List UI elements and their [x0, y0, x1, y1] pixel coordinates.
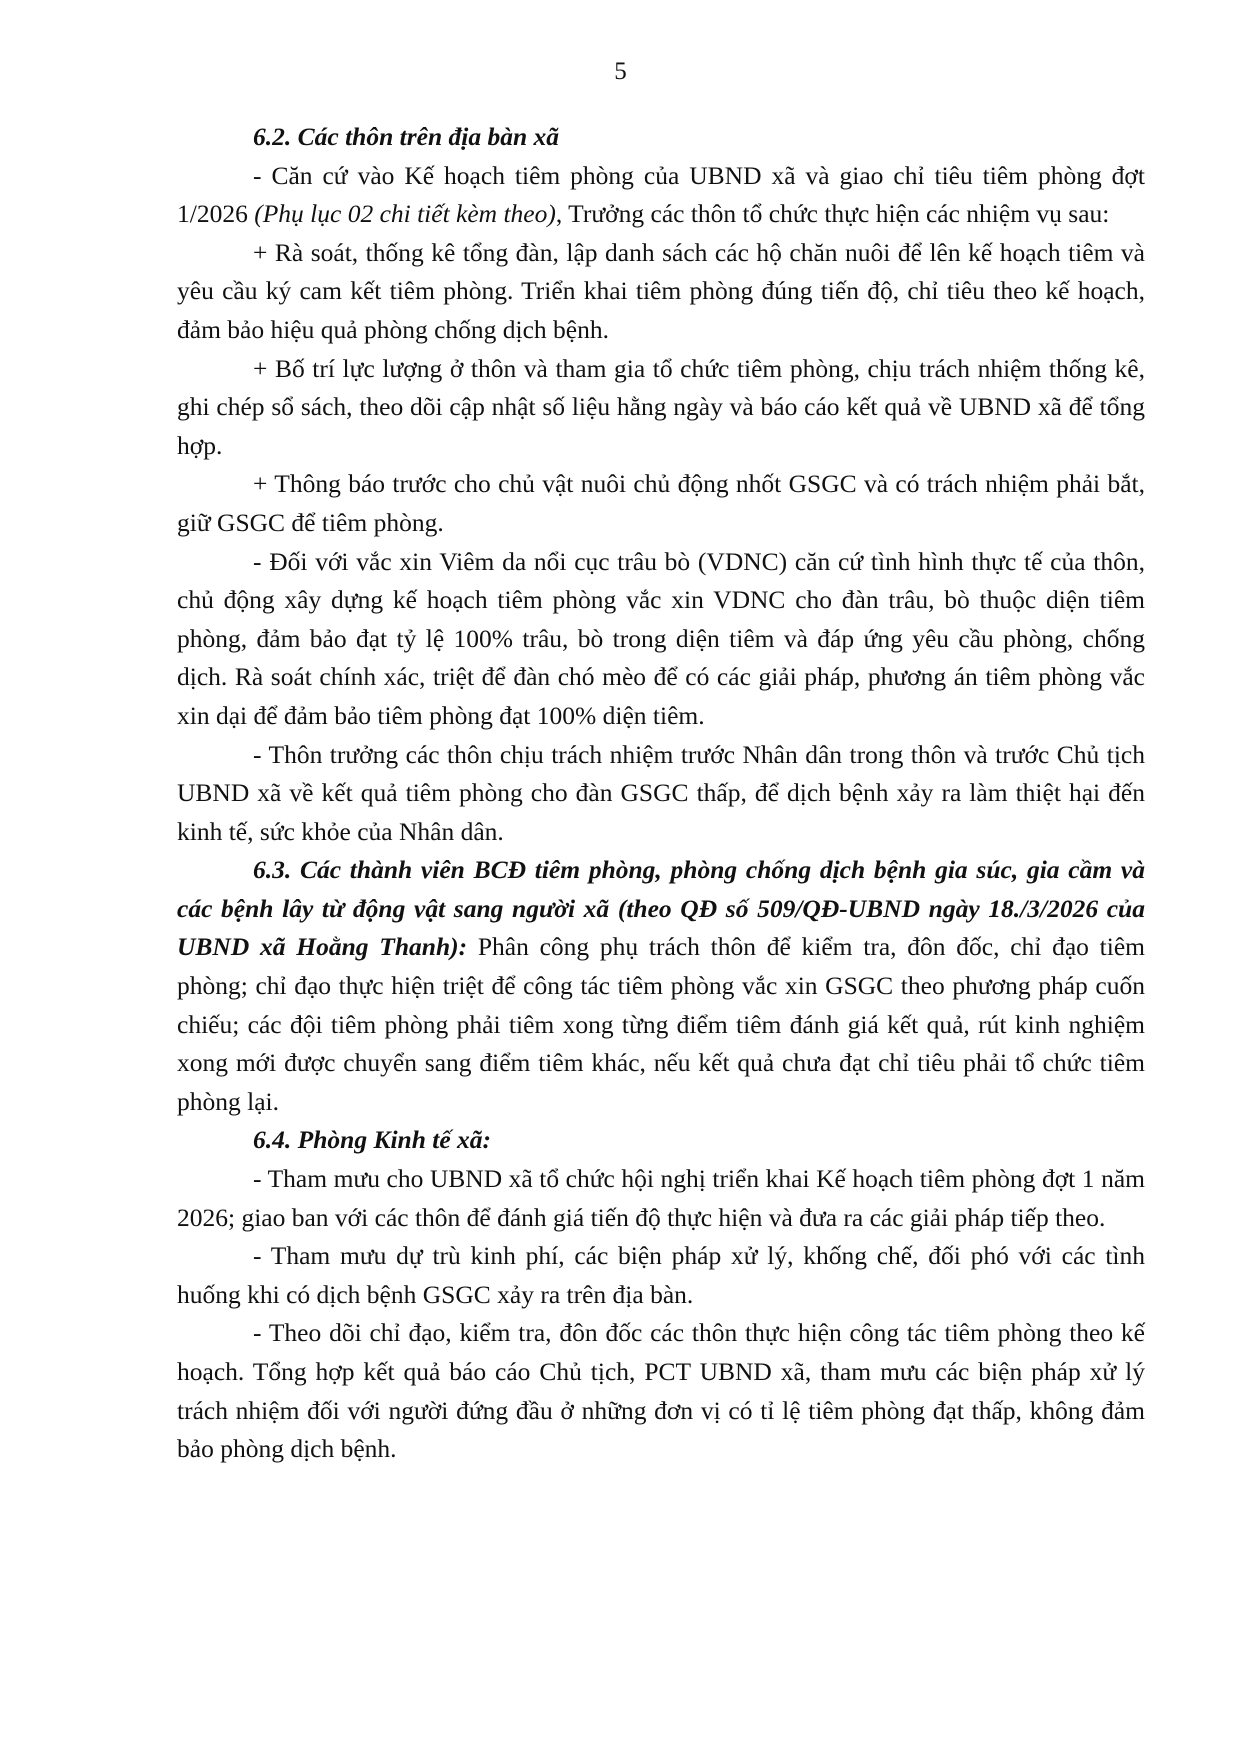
- section-6-2-task-1: + Rà soát, thống kê tổng đàn, lập danh sách các hộ chăn nuôi để lên kế hoạch tiêm và yêu cầu ký cam kết tiêm phòng. Triển khai tiêm phòng đúng tiến độ, chỉ tiêu theo kế hoạch, đảm bảo hiệu quả phòng chống dịch bệnh.: [177, 237, 1145, 344]
- section-6-2-task-3: + Thông báo trước cho chủ vật nuôi chủ động nhốt GSGC và có trách nhiệm phải bắt, giữ GSGC để tiêm phòng.: [177, 469, 1145, 537]
- document-body: [177, 118, 1145, 1469]
- section-6-3-body: Phân công phụ trách thôn để kiểm tra, đôn đốc, chỉ đạo tiêm phòng; chỉ đạo thực hiện triệt để công tác tiêm phòng vắc xin GSGC theo phương pháp cuốn chiếu; các đội tiêm phòng phải tiêm xong từng điểm tiêm đánh giá kết quả, rút kinh nghiệm xong mới được chuyển sang điểm tiêm khác, nếu kết quả chưa đạt chỉ tiêu phải tổ chức tiêm phòng lại.: [177, 932, 1145, 1116]
- section-6-2-task-2: + Bố trí lực lượng ở thôn và tham gia tổ chức tiêm phòng, chịu trách nhiệm thống kê, ghi chép sổ sách, theo dõi cập nhật số liệu hằng ngày và báo cáo kết quả về UBND xã để tổng hợp.: [177, 353, 1145, 460]
- section-6-3-paragraph: [177, 851, 1145, 1121]
- appendix-reference: (Phụ lục 02 chi tiết kèm theo): [254, 199, 556, 229]
- section-6-3-heading: 6.3. Các thành viên BCĐ tiêm phòng, phòng chống dịch bệnh gia súc, gia cầm và các bệnh lây từ động vật sang người xã (theo QĐ số 509/QĐ-UBND ngày 18./3/2026 của UBND xã Hoằng Thanh):: [177, 855, 1145, 962]
- page-number: 5: [614, 58, 627, 85]
- section-6-4-heading: 6.4. Phòng Kinh tế xã:: [253, 1125, 492, 1155]
- section-6-4-paragraph-1: - Tham mưu cho UBND xã tổ chức hội nghị triển khai Kế hoạch tiêm phòng đợt 1 năm 2026; giao ban với các thôn để đánh giá tiến độ thực hiện và đưa ra các giải pháp tiếp theo.: [177, 1164, 1145, 1232]
- section-6-4-paragraph-3: - Theo dõi chỉ đạo, kiểm tra, đôn đốc các thôn thực hiện công tác tiêm phòng theo kế hoạch. Tổng hợp kết quả báo cáo Chủ tịch, PCT UBND xã, tham mưu các biện pháp xử lý trách nhiệm đối với người đứng đầu ở những đơn vị có tỉ lệ tiêm phòng đạt thấp, không đảm bảo phòng dịch bệnh.: [177, 1318, 1145, 1464]
- section-6-2-paragraph-1-text-b: , Trưởng các thôn tổ chức thực hiện các nhiệm vụ sau:: [555, 199, 1110, 229]
- section-6-2-paragraph-responsibility: - Thôn trưởng các thôn chịu trách nhiệm trước Nhân dân trong thôn và trước Chủ tịch UBND xã về kết quả tiêm phòng cho đàn GSGC thấp, để dịch bệnh xảy ra làm thiệt hại đến kinh tế, sức khỏe của Nhân dân.: [177, 739, 1145, 846]
- section-6-2-paragraph-1: [177, 157, 1145, 234]
- section-6-2-paragraph-1-text-a: - Căn cứ vào Kế hoạch tiêm phòng của UBND xã và giao chỉ tiêu tiêm phòng đợt 1/2026: [177, 160, 1145, 229]
- section-6-2-heading: 6.2. Các thôn trên địa bàn xã: [253, 122, 560, 151]
- section-6-4-paragraph-2: - Tham mưu dự trù kinh phí, các biện pháp xử lý, khống chế, đối phó với các tình huống khi có dịch bệnh GSGC xảy ra trên địa bàn.: [177, 1241, 1145, 1309]
- section-6-2-paragraph-vdnc: - Đối với vắc xin Viêm da nổi cục trâu bò (VDNC) căn cứ tình hình thực tế của thôn, chủ động xây dựng kế hoạch tiêm phòng vắc xin VDNC cho đàn trâu, bò thuộc diện tiêm phòng, đảm bảo đạt tỷ lệ 100% trâu, bò trong diện tiêm và đáp ứng yêu cầu phòng, chống dịch. Rà soát chính xác, triệt để đàn chó mèo để có các giải pháp, phương án tiêm phòng vắc xin dại để đảm bảo tiêm phòng đạt 100% diện tiêm.: [177, 546, 1145, 730]
